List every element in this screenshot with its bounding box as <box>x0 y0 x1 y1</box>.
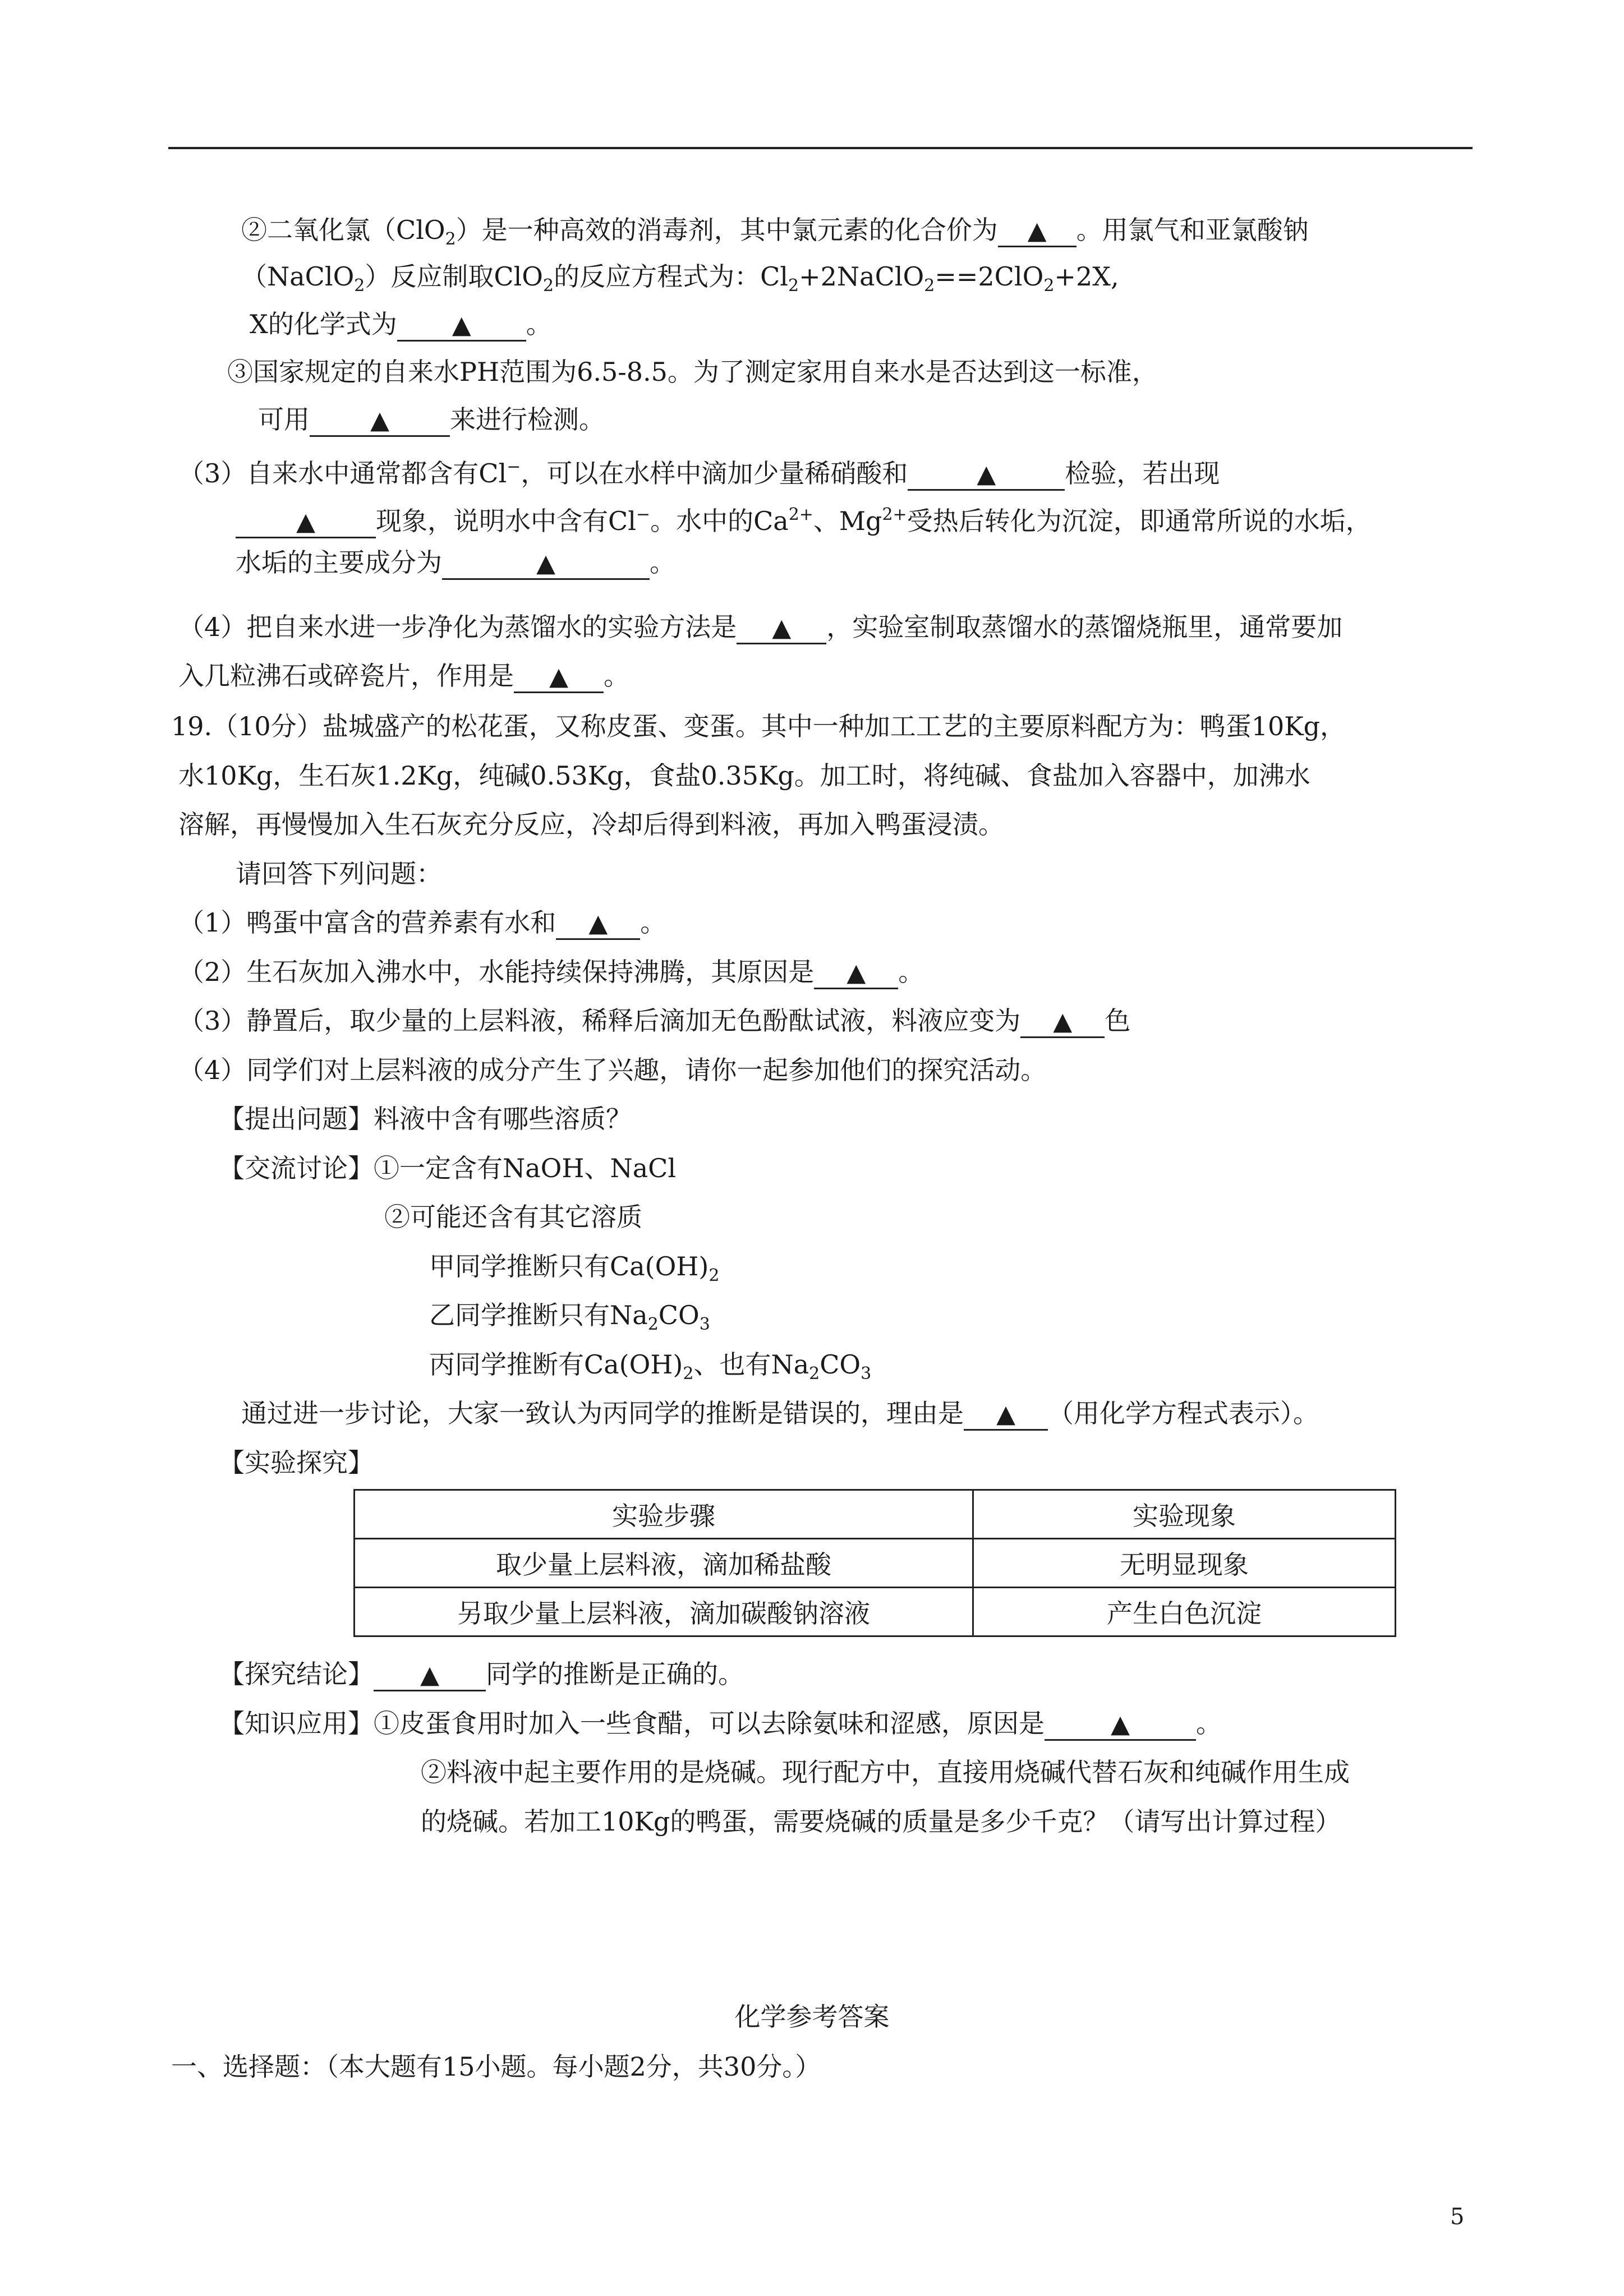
text: 【探究结论】 <box>219 1659 374 1689</box>
q19-bing <box>429 1348 871 1391</box>
text: 色 <box>1105 1006 1131 1036</box>
text: （2）生石灰加入沸水中，水能持续保持沸腾，其原因是 <box>178 957 815 987</box>
q18-p2-line3 <box>250 307 552 342</box>
q19-a3 <box>178 1004 1130 1038</box>
answer-blank[interactable] <box>1020 1006 1105 1038</box>
text: 。 <box>640 907 666 938</box>
q19-disc-conclusion <box>241 1396 1319 1431</box>
text: +2X, <box>1054 261 1119 292</box>
superscript: 2+ <box>882 505 907 524</box>
text: ，实验室制取蒸馏水的蒸馏烧瓶里，通常要加 <box>826 612 1343 642</box>
answer-blank[interactable] <box>236 506 376 538</box>
q19-intro-line1 <box>171 709 1346 743</box>
q18-p2-line2 <box>241 260 1119 303</box>
text: 。 <box>650 547 675 578</box>
answer-key-title: 化学参考答案 <box>734 2002 890 2032</box>
text: ，可以在水样中滴加少量稀硝酸和 <box>521 458 908 488</box>
q19-conclusion <box>219 1657 744 1691</box>
text: CO <box>820 1349 861 1380</box>
superscript: − <box>507 457 521 477</box>
subscript: 2 <box>1043 276 1055 296</box>
q19-ask <box>219 1102 632 1136</box>
text: 受热后转化为沉淀，即通常所说的水垢， <box>907 506 1372 536</box>
text: +2NaClO <box>799 261 924 292</box>
text: 19.（10分）盐城盛产的松花蛋，又称皮蛋、变蛋。其中一种加工工艺的主要原料配方为：鸭蛋10Kg， <box>171 711 1346 741</box>
text: 、Mg <box>813 506 882 536</box>
table-cell: 另取少量上层料液，滴加碳酸钠溶液 <box>355 1588 973 1636</box>
text: （3）自来水中通常都含有Cl <box>178 458 507 488</box>
text: 。 <box>1196 1708 1222 1739</box>
subscript: 2 <box>445 229 456 249</box>
subscript: 2 <box>788 276 799 296</box>
q19-a2 <box>178 955 924 989</box>
text: 【实验探究】 <box>219 1447 374 1478</box>
experiment-table <box>353 1489 1396 1637</box>
text: 入几粒沸石或碎瓷片，作用是 <box>178 661 514 691</box>
text: 通过进一步讨论，大家一致认为丙同学的推断是错误的，理由是 <box>241 1398 964 1428</box>
text: 。水中的Ca <box>650 506 789 536</box>
q19-jia <box>429 1250 719 1293</box>
text: 检验，若出现 <box>1065 458 1220 488</box>
q19-a1 <box>178 906 666 940</box>
q19-intro-line2 <box>178 759 1310 792</box>
text: （4）同学们对上层料液的成分产生了兴趣，请你一起参加他们的探究活动。 <box>178 1055 1047 1085</box>
q18-s4-line2 <box>178 659 629 693</box>
answer-blank[interactable] <box>737 612 826 644</box>
answer-blank[interactable] <box>556 908 640 940</box>
answer-blank[interactable] <box>998 215 1076 247</box>
text: 【知识应用】①皮蛋食用时加入一些食醋，可以去除氨味和涩感，原因是 <box>219 1708 1045 1739</box>
q19-intro-line3 <box>178 808 1004 841</box>
text: 可用 <box>258 404 310 435</box>
text: （用化学方程式表示）。 <box>1048 1398 1319 1428</box>
table-row <box>355 1539 1396 1588</box>
text: （NaClO <box>241 261 355 292</box>
text: （3）静置后，取少量的上层料液，稀释后滴加无色酚酞试液，料液应变为 <box>178 1006 1021 1036</box>
text: 的烧碱。若加工10Kg的鸭蛋，需要烧碱的质量是多少千克？（请写出计算过程） <box>421 1806 1341 1837</box>
table-header-cell: 实验现象 <box>973 1490 1396 1539</box>
text: ③国家规定的自来水PH范围为6.5-8.5。为了测定家用自来水是否达到这一标准， <box>227 357 1158 387</box>
text: 。 <box>604 661 629 691</box>
text: 现象，说明水中含有Cl <box>376 506 636 536</box>
answer-blank[interactable] <box>514 661 604 693</box>
text: ②二氧化氯（ClO <box>241 215 445 245</box>
text: X的化学式为 <box>250 309 397 339</box>
subscript: 2 <box>543 276 554 296</box>
table-cell: 取少量上层料液，滴加稀盐酸 <box>355 1539 973 1588</box>
answer-blank[interactable] <box>397 310 526 342</box>
answer-blank[interactable] <box>964 1399 1048 1431</box>
q18-s3-line3 <box>236 546 675 580</box>
text: 溶解，再慢慢加入生石灰充分反应，冷却后得到料液，再加入鸭蛋浸渍。 <box>178 809 1004 840</box>
text: 。 <box>526 309 552 339</box>
answer-blank[interactable] <box>442 548 650 580</box>
table-cell: 无明显现象 <box>973 1539 1396 1588</box>
table-header-row <box>355 1490 1396 1539</box>
subscript: 2 <box>809 1364 820 1384</box>
q19-yi <box>429 1298 710 1341</box>
section-one-heading <box>171 2050 821 2083</box>
q18-s3-line1 <box>178 450 1220 491</box>
text: （1）鸭蛋中富含的营养素有水和 <box>178 907 556 938</box>
table-cell: 产生白色沉淀 <box>973 1588 1396 1636</box>
subscript: 3 <box>861 1364 872 1384</box>
text: ==2ClO <box>935 261 1044 292</box>
text: 【交流讨论】①一定含有NaOH、NaCl <box>219 1153 677 1183</box>
q19-app1 <box>219 1707 1222 1741</box>
q19-app2-line2 <box>421 1805 1341 1838</box>
q18-p3-line2 <box>258 403 605 437</box>
subscript: 3 <box>699 1315 710 1334</box>
answer-blank[interactable] <box>908 459 1065 491</box>
answer-blank[interactable] <box>374 1659 486 1691</box>
subscript: 2 <box>354 276 365 296</box>
q18-s4-line1 <box>178 610 1342 644</box>
q18-p3-line1 <box>227 355 1158 389</box>
q19-app2-line1 <box>421 1755 1350 1789</box>
text: 一、选择题：（本大题有15小题。每小题2分，共30分。） <box>171 2051 821 2082</box>
text: 水10Kg，生石灰1.2Kg，纯碱0.53Kg，食盐0.35Kg。加工时，将纯碱、食盐加入容器中，加沸水 <box>178 760 1310 791</box>
text: 甲同学推断只有Ca(OH) <box>429 1251 709 1281</box>
subscript: 2 <box>683 1364 694 1384</box>
answer-blank[interactable] <box>1045 1709 1196 1741</box>
q19-a4 <box>178 1053 1046 1087</box>
text: 。 <box>898 957 924 987</box>
header-rule <box>168 147 1473 149</box>
text: 、也有Na <box>693 1349 809 1380</box>
text: 请回答下列问题： <box>236 859 442 889</box>
text: 【提出问题】料液中含有哪些溶质？ <box>219 1104 632 1134</box>
answer-blank[interactable] <box>310 405 450 437</box>
q18-p2-line1 <box>241 213 1309 256</box>
table-header-cell: 实验步骤 <box>355 1490 973 1539</box>
q19-disc2 <box>384 1200 642 1234</box>
text: 同学的推断是正确的。 <box>486 1659 744 1689</box>
subscript: 2 <box>647 1315 659 1334</box>
text: ）反应制取ClO <box>365 261 544 292</box>
superscript: − <box>636 505 651 524</box>
answer-blank[interactable] <box>814 957 898 989</box>
q19-exp-title <box>219 1446 374 1479</box>
text: 乙同学推断只有Na <box>429 1300 648 1330</box>
text: 。用氯气和亚氯酸钠 <box>1076 215 1309 245</box>
q19-prompt <box>236 857 442 891</box>
text: CO <box>658 1300 700 1330</box>
text: 来进行检测。 <box>450 404 605 435</box>
superscript: 2+ <box>788 505 813 524</box>
text: ）是一种高效的消毒剂，其中氯元素的化合价为 <box>456 215 998 245</box>
page-number: 5 <box>1450 2204 1465 2230</box>
subscript: 2 <box>924 276 935 296</box>
subscript: 2 <box>709 1266 720 1285</box>
text: ②可能还含有其它溶质 <box>384 1202 642 1232</box>
q19-disc1 <box>219 1151 676 1185</box>
text: ②料液中起主要作用的是烧碱。现行配方中，直接用烧碱代替石灰和纯碱作用生成 <box>421 1757 1350 1787</box>
text: 丙同学推断有Ca(OH) <box>429 1349 683 1380</box>
text: 水垢的主要成分为 <box>236 547 442 578</box>
table-row <box>355 1588 1396 1636</box>
text: （4）把自来水进一步净化为蒸馏水的实验方法是 <box>178 612 737 642</box>
text: 的反应方程式为：Cl <box>554 261 789 292</box>
q18-s3-line2 <box>236 498 1372 538</box>
